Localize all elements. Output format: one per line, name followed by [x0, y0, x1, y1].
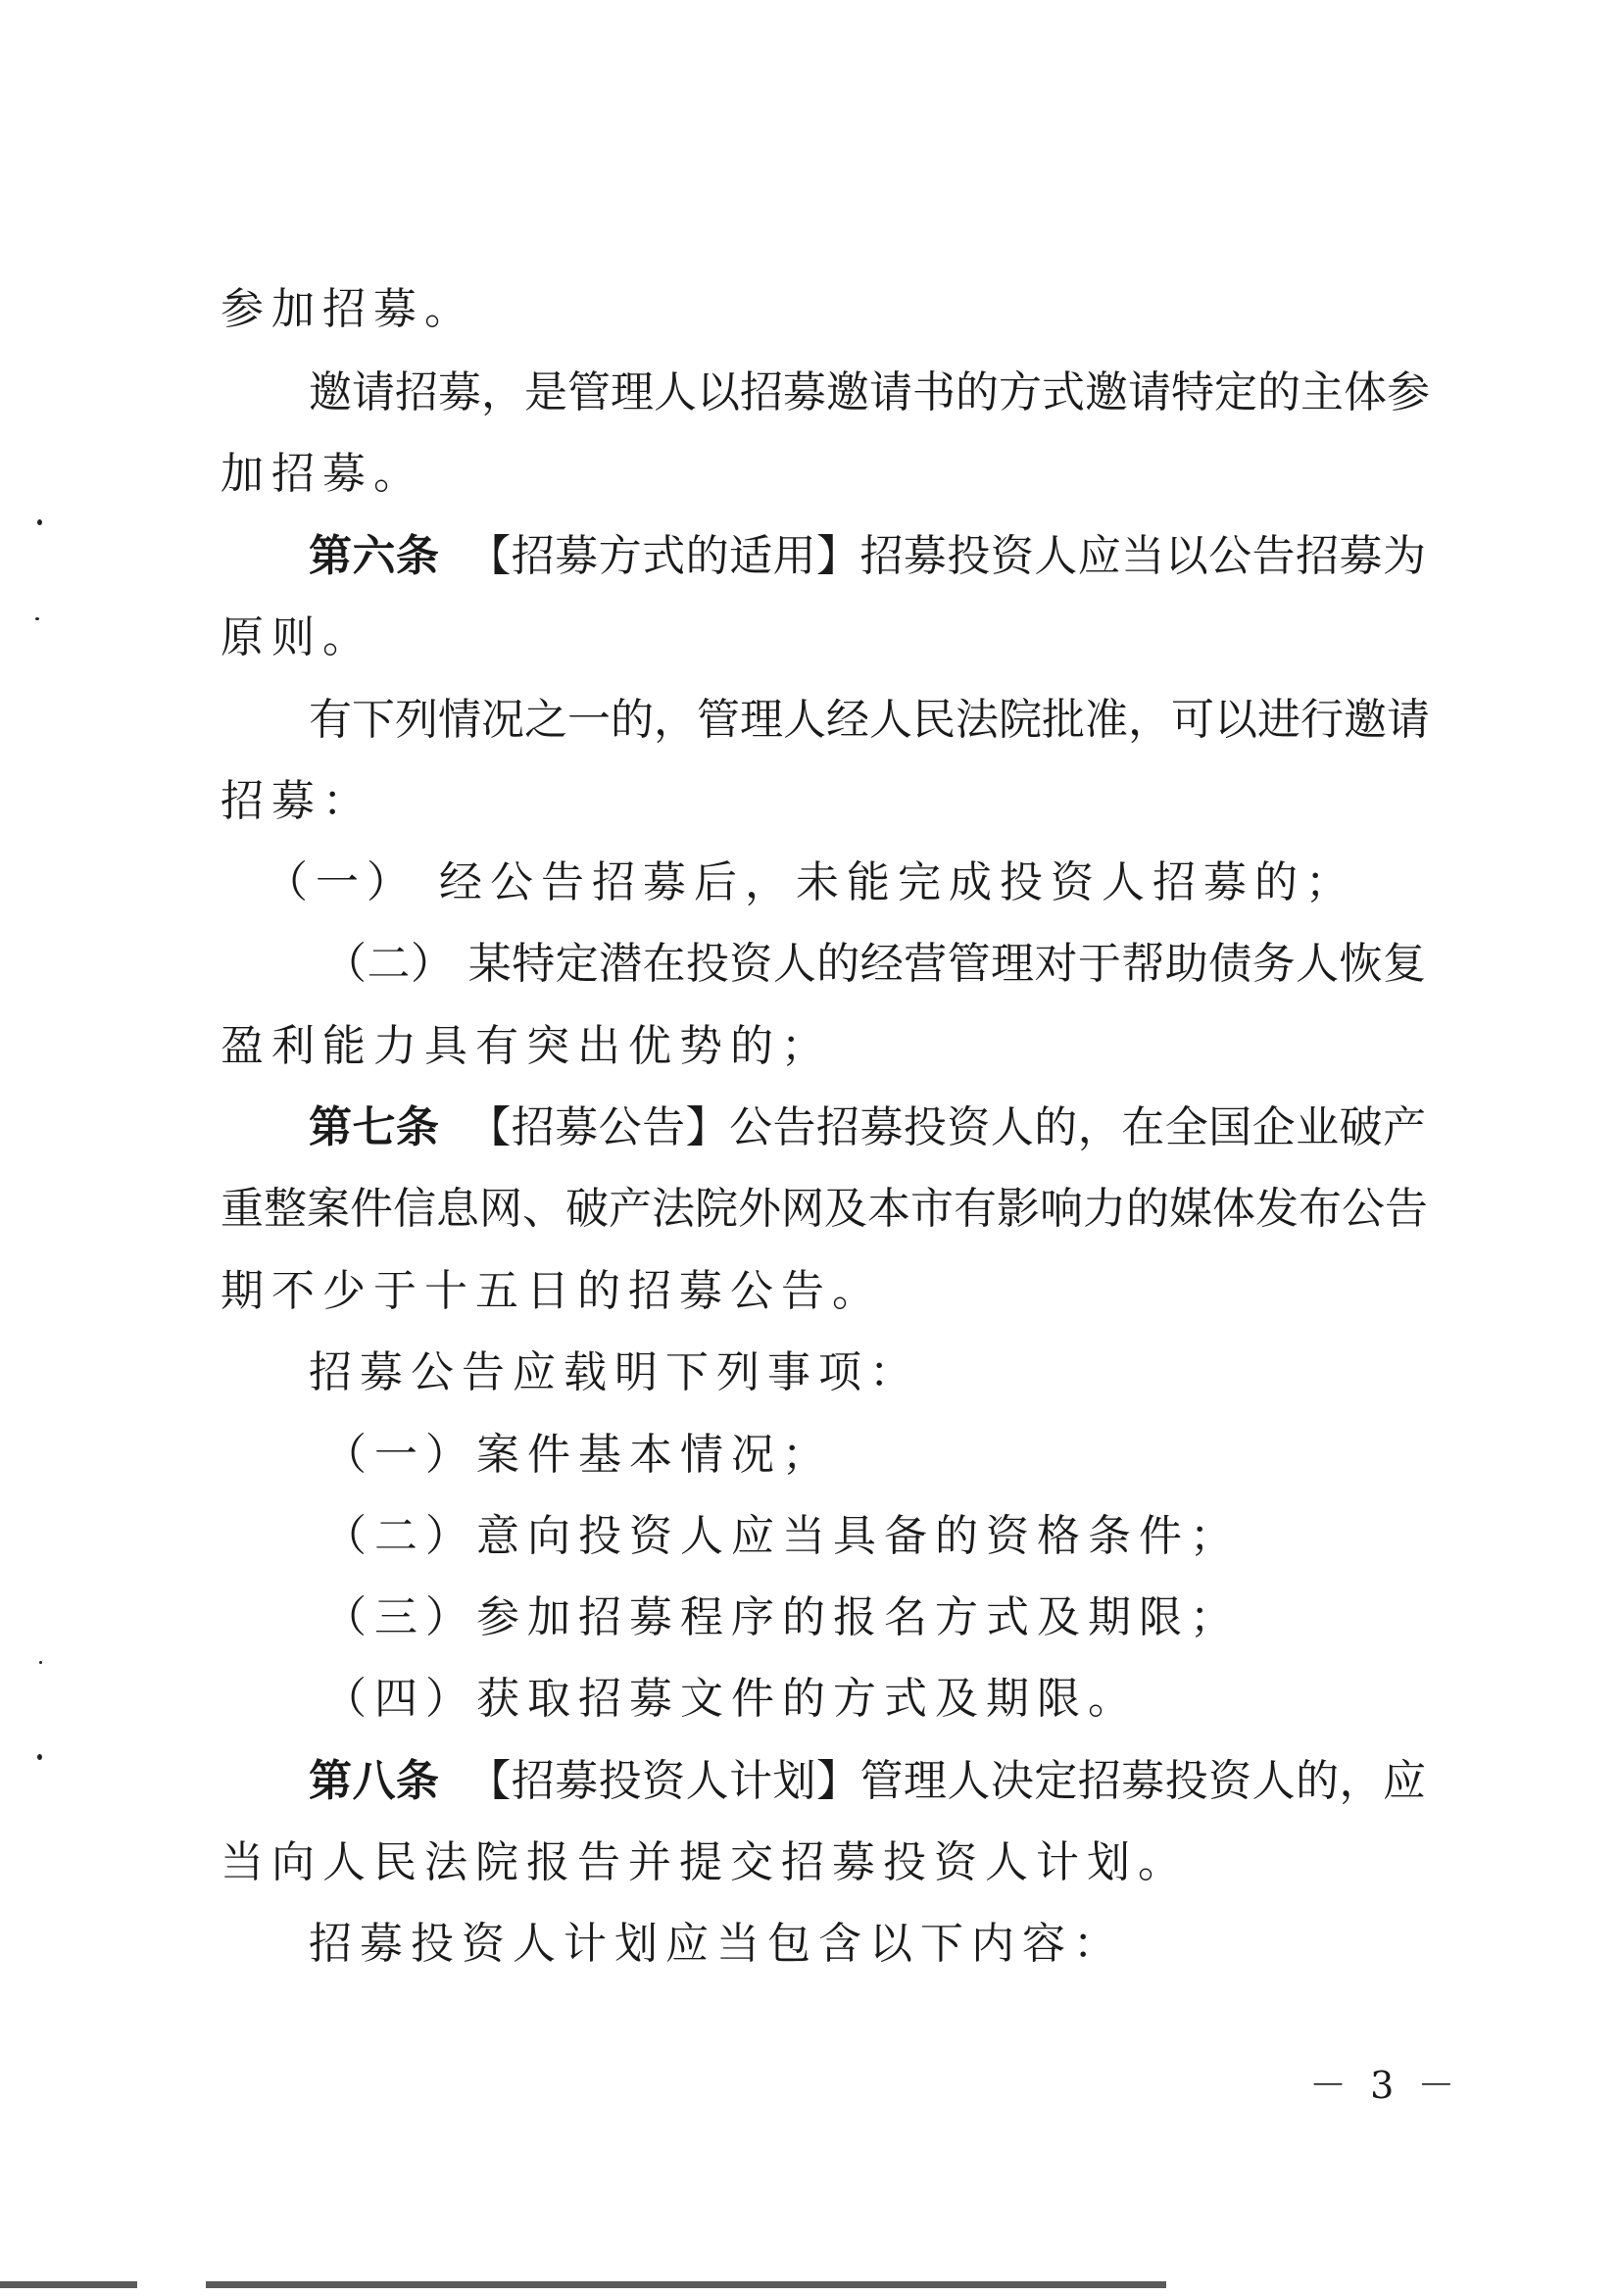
scan-speck [35, 617, 39, 620]
scan-speck [37, 519, 42, 525]
article-6-text: 【招募方式的适用】招募投资人应当以公告招募为 [467, 531, 1426, 581]
paragraph-line: 招募： [221, 776, 373, 826]
paragraph-line: 加招募。 [221, 449, 424, 499]
list-item: （四）获取招募文件的方式及期限。 [323, 1674, 1139, 1724]
article-6-line [309, 529, 1426, 584]
paragraph-line: 原则。 [221, 612, 373, 662]
article-7-label: 第七条 [309, 1102, 440, 1152]
list-item: （一） 经公告招募后，未能完成投资人招募的； [265, 857, 1356, 907]
article-7-text: 【招募公告】公告招募投资人的，在全国企业破产 [467, 1102, 1426, 1152]
list-item: （三）参加招募程序的报名方式及期限； [323, 1592, 1241, 1642]
paragraph-line: 期不少于十五日的招募公告。 [221, 1266, 883, 1316]
article-8-line [309, 1754, 1426, 1809]
paragraph-line: 邀请招募，是管理人以招募邀请书的方式邀请特定的主体参 [309, 367, 1430, 417]
paragraph-line: 参加招募。 [221, 284, 475, 334]
scan-speck [37, 1754, 42, 1760]
paragraph-line: 招募公告应载明下列事项： [309, 1347, 920, 1397]
scan-speck [39, 1661, 42, 1664]
paragraph-line: 招募投资人计划应当包含以下内容： [309, 1919, 1124, 1969]
paragraph-line: 重整案件信息网、破产法院外网及本市有影响力的媒体发布公告 [221, 1184, 1428, 1234]
paragraph-line: 有下列情况之一的，管理人经人民法院批准，可以进行邀请 [309, 695, 1430, 745]
paragraph-line: 盈利能力具有突出优势的； [221, 1021, 832, 1071]
list-item: （一）案件基本情况； [323, 1430, 833, 1480]
paragraph-line: 当向人民法院报告并提交招募投资人计划。 [221, 1837, 1189, 1887]
page-number: － 3 － [1309, 2064, 1461, 2107]
list-item: （二） 某特定潜在投资人的经营管理对于帮助债务人恢复 [323, 939, 1426, 989]
article-8-text: 【招募投资人计划】管理人决定招募投资人的，应 [467, 1756, 1426, 1806]
scan-edge-bar [0, 2281, 137, 2288]
article-7-line [309, 1100, 1426, 1155]
article-8-label: 第八条 [309, 1756, 440, 1806]
article-6-label: 第六条 [309, 531, 440, 581]
scan-edge-bar [206, 2281, 1166, 2288]
list-item: （二）意向投资人应当具备的资格条件； [323, 1511, 1241, 1561]
